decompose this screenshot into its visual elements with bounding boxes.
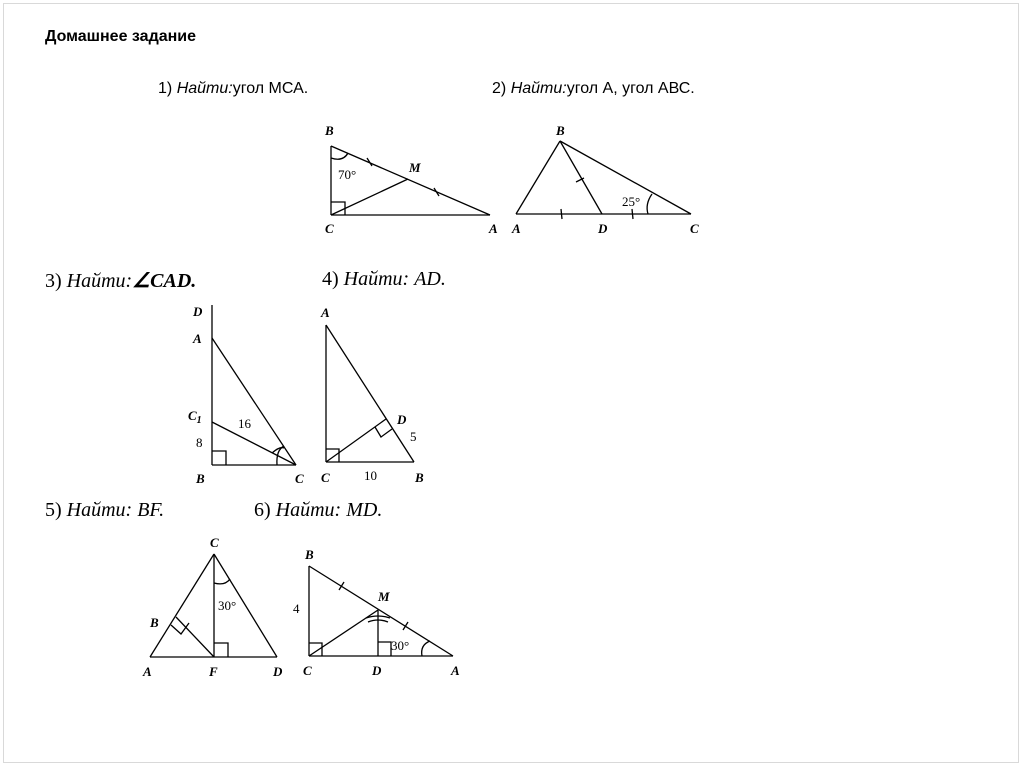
fig1-label-a: A xyxy=(489,221,498,236)
fig2-label-b: B xyxy=(556,123,565,138)
fig2-label-d: D xyxy=(598,221,608,236)
task-3-label: Найти: xyxy=(66,270,133,292)
fig6-tick-bm xyxy=(339,582,344,590)
fig4-label-d: D xyxy=(397,412,407,427)
fig6-angle-value: 30° xyxy=(391,638,410,653)
task-2-label: Найти: xyxy=(510,80,567,97)
task-6-number: 6) xyxy=(254,499,271,521)
fig3-length-hyp: 16 xyxy=(238,416,251,431)
fig3-label-c: C xyxy=(295,471,304,486)
fig6-label-m: M xyxy=(378,589,390,604)
fig1-angle-value: 70° xyxy=(338,167,357,182)
fig6-label-c: C xyxy=(303,663,312,678)
fig1-label-b: B xyxy=(325,123,334,138)
task-5-number: 5) xyxy=(45,499,62,521)
fig3-label-b: B xyxy=(196,471,205,486)
task-4-number: 4) xyxy=(322,268,339,290)
task-1-number: 1) xyxy=(158,80,173,97)
fig6-label-a: A xyxy=(451,663,460,678)
fig5-angle-value: 30° xyxy=(218,598,237,613)
fig2-angle-value: 25° xyxy=(622,194,641,209)
fig2-label-a: A xyxy=(512,221,521,236)
fig6-right-angle-mark-d xyxy=(378,642,391,656)
fig6-length-bc: 4 xyxy=(293,601,300,616)
fig6-label-d: D xyxy=(372,663,382,678)
fig4-label-b: B xyxy=(415,470,424,485)
task-5-label: Найти: xyxy=(66,499,133,521)
fig3-label-a: A xyxy=(193,331,202,346)
fig5-label-a: A xyxy=(143,664,152,679)
task-3-number: 3) xyxy=(45,270,62,292)
fig6-label-b: B xyxy=(305,547,314,562)
fig4-label-a: A xyxy=(321,305,330,320)
fig4-length-cb: 10 xyxy=(364,468,377,483)
task-4-target: AD. xyxy=(409,268,446,290)
fig6-tick-ma xyxy=(403,622,408,630)
task-1-label: Найти: xyxy=(176,80,233,97)
task-4-label: Найти: xyxy=(343,268,410,290)
fig1-label-m: M xyxy=(409,160,421,175)
task-1-target: угол МСА. xyxy=(232,80,309,97)
task-2-target: угол А, угол АВС. xyxy=(566,80,695,97)
task-3-target: ∠CAD. xyxy=(132,270,197,292)
task-5-target: BF. xyxy=(132,499,165,521)
fig3-label-c1: $C_1$ xyxy=(188,408,202,426)
task-6-label: Найти: xyxy=(275,499,342,521)
task-6-target: MD. xyxy=(341,499,383,521)
fig1-label-c: C xyxy=(325,221,334,236)
fig6-angle-arc-a xyxy=(422,641,430,656)
fig2-label-c: C xyxy=(690,221,699,236)
fig3-length-side: 8 xyxy=(196,435,203,450)
fig3-label-d: D xyxy=(193,304,203,319)
fig5-label-c: C xyxy=(210,535,219,550)
fig4-label-c: C xyxy=(321,470,330,485)
page-title: Домашнее задание xyxy=(45,28,197,45)
fig5-label-d: D xyxy=(273,664,283,679)
task-2-number: 2) xyxy=(492,80,507,97)
fig5-label-f: F xyxy=(209,664,218,679)
fig5-label-b: B xyxy=(150,615,159,630)
fig4-length-db: 5 xyxy=(410,429,417,444)
